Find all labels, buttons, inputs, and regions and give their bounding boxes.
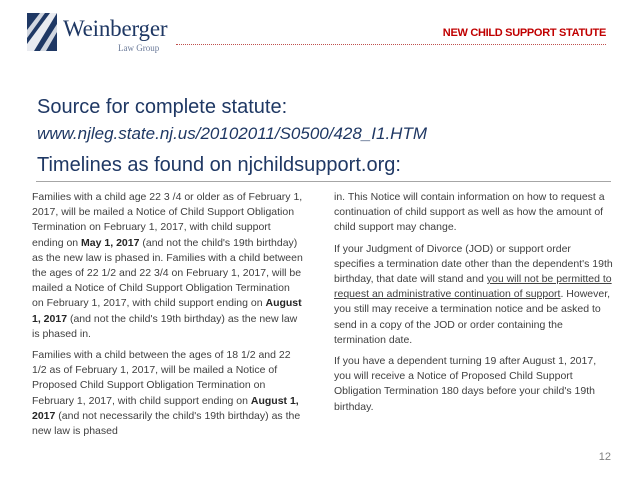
left-p1-text-2: (and not the child's 19th birthday) as the new law is phased in. Families with a child between the ages of 22 1/2 and 22 3/4 on February 1, 2017, will be mailed a Notice of Child Support Obligation Termination on February 1, 2017, with child support ending on [32,236,303,310]
logo-subtitle: Law Group [118,43,160,53]
left-p1-text-1: Families with a child age 22 3 /4 or older as of February 1, 2017, will be mailed a Notice of Child Support Obligation Termination on February 1, 2017, with child support ending on [32,191,303,249]
left-p1-text-3: (and not the child's 19th birthday) as the new law is phased in. [32,312,298,340]
right-column [334,190,614,421]
left-p2-date-1: August 1, 2017 [32,394,299,422]
section-divider [36,181,611,182]
right-p2-text-2: . However, you still may receive a termination notice and be asked to send in a copy of the JOD or order containing the termination date. [334,288,611,346]
left-paragraph-2 [32,348,304,439]
left-p1-date-1: May 1, 2017 [81,236,140,249]
right-paragraph-1: in. This Notice will contain information on how to request a continuation of child support as well as how the amount of child support may change. [334,191,605,234]
logo-mark-icon [26,12,58,52]
left-paragraph-1 [32,190,304,342]
right-paragraph-3: If you have a dependent turning 19 after August 1, 2017, you will receive a Notice of Proposed Child Support Obligation Termination 180 days before your child's 19th birthday. [334,355,597,413]
left-p1-date-2: August 1, 2017 [32,297,302,325]
right-p2-text-1: If your Judgment of Divorce (JOD) or support order specifies a termination date other than the dependent's 19th birthday, that date will stand and [334,242,613,286]
slide-header-title: NEW CHILD SUPPORT STATUTE [442,27,606,39]
header-rule [176,44,606,45]
right-p2-underlined-text: you will not be permitted to request an administrative continuation of support [334,273,612,301]
left-p2-text-1: Families with a child between the ages of 18 1/2 and 22 1/2 as of February 1, 2017, will be mailed a Notice of Proposed Child Support Obligation Termination on February 1, 2017, with child support ending on [32,349,291,407]
right-paragraph-2 [334,242,614,348]
page-number: 12 [598,451,611,463]
source-heading: Source for complete statute: [37,96,288,118]
logo-name: Weinberger [63,16,168,41]
source-url: www.njleg.state.nj.us/20102011/S0500/428_I1.HTM [37,124,427,143]
logo [26,12,166,56]
left-column [32,190,304,445]
left-p2-text-2: (and not necessarily the child's 19th birthday) as the new law is phased [32,409,301,438]
timelines-heading: Timelines as found on njchildsupport.org: [37,154,401,176]
